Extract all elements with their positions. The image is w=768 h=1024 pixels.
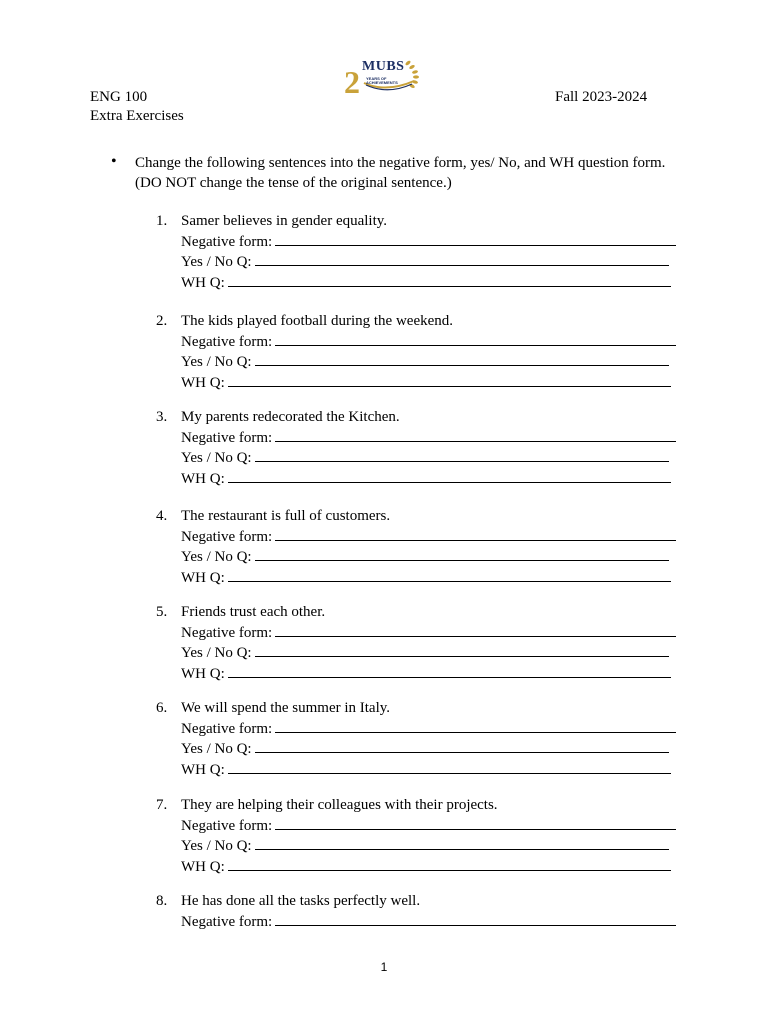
answer-label-wh: WH Q: <box>181 274 225 291</box>
answer-row-negative <box>181 719 696 740</box>
course-code: ENG 100 <box>90 89 148 105</box>
answer-row-yesno <box>181 739 696 760</box>
item-sentence: We will spend the summer in Italy. <box>181 700 391 716</box>
item-sentence: He has done all the tasks perfectly well. <box>181 893 421 909</box>
answer-label-negative: Negative form: <box>181 913 273 930</box>
item-number: 7. <box>156 797 168 813</box>
item-sentence: Friends trust each other. <box>181 604 326 620</box>
item-number: 8. <box>156 893 168 909</box>
answer-label-wh: WH Q: <box>181 374 225 391</box>
answer-row-wh <box>181 760 696 781</box>
answer-row-negative <box>181 428 696 449</box>
document-subtitle: Extra Exercises <box>90 108 184 124</box>
answer-label-wh: WH Q: <box>181 858 225 875</box>
answer-blank-yesno[interactable] <box>255 352 669 366</box>
item-sentence: The kids played football during the weekend. <box>181 313 454 329</box>
answer-row-wh <box>181 664 696 685</box>
answer-blank-yesno[interactable] <box>255 836 669 850</box>
item-sentence: Samer believes in gender equality. <box>181 213 388 229</box>
answer-label-yesno: Yes / No Q: <box>181 254 252 270</box>
answer-blank-negative[interactable] <box>275 719 676 733</box>
answer-row-wh <box>181 857 696 878</box>
answer-label-negative: Negative form: <box>181 817 273 834</box>
exercise-item <box>156 408 696 489</box>
answer-label-wh: WH Q: <box>181 761 225 778</box>
answer-row-yesno <box>181 352 696 373</box>
exercise-item <box>156 892 696 932</box>
exercise-item <box>156 312 696 393</box>
exercise-item <box>156 699 696 780</box>
answer-blank-negative[interactable] <box>275 332 676 346</box>
header-left <box>90 88 184 126</box>
exercise-item <box>156 796 696 877</box>
answer-row-negative <box>181 332 696 353</box>
logo-wordmark: MUBS <box>362 59 405 74</box>
item-sentence: They are helping their colleagues with their projects. <box>181 797 498 813</box>
answer-row-negative <box>181 527 696 548</box>
answer-row-negative <box>181 912 696 933</box>
answer-blank-wh[interactable] <box>228 273 671 287</box>
answer-blank-wh[interactable] <box>228 760 671 774</box>
answer-row-negative <box>181 623 696 644</box>
item-number: 5. <box>156 604 168 620</box>
answer-label-negative: Negative form: <box>181 720 273 737</box>
answer-blank-wh[interactable] <box>228 568 671 582</box>
answer-row-yesno <box>181 448 696 469</box>
answer-label-wh: WH Q: <box>181 665 225 682</box>
answer-blank-negative[interactable] <box>275 623 676 637</box>
answer-label-yesno: Yes / No Q: <box>181 549 252 565</box>
item-sentence: The restaurant is full of customers. <box>181 508 391 524</box>
answer-blank-negative[interactable] <box>275 232 676 246</box>
svg-text:2: 2 <box>344 64 360 99</box>
answer-row-yesno <box>181 547 696 568</box>
answer-blank-yesno[interactable] <box>255 448 669 462</box>
exercise-item <box>156 507 696 588</box>
answer-label-yesno: Yes / No Q: <box>181 645 252 661</box>
answer-row-wh <box>181 373 696 394</box>
answer-label-yesno: Yes / No Q: <box>181 450 252 466</box>
answer-blank-negative[interactable] <box>275 912 676 926</box>
answer-label-yesno: Yes / No Q: <box>181 838 252 854</box>
item-number: 2. <box>156 313 168 329</box>
answer-label-wh: WH Q: <box>181 569 225 586</box>
answer-blank-wh[interactable] <box>228 373 671 387</box>
item-number: 4. <box>156 508 168 524</box>
answer-label-yesno: Yes / No Q: <box>181 741 252 757</box>
answer-blank-negative[interactable] <box>275 527 676 541</box>
answer-row-yesno <box>181 252 696 273</box>
answer-label-negative: Negative form: <box>181 333 273 350</box>
answer-row-yesno <box>181 643 696 664</box>
item-sentence: My parents redecorated the Kitchen. <box>181 409 400 425</box>
answer-blank-yesno[interactable] <box>255 547 669 561</box>
answer-blank-yesno[interactable] <box>255 643 669 657</box>
answer-row-negative <box>181 232 696 253</box>
instruction-text: Change the following sentences into the negative form, yes/ No, and WH question form. (DO NOT change the tense of the original sentence.) <box>135 155 666 191</box>
item-number: 6. <box>156 700 168 716</box>
answer-row-yesno <box>181 836 696 857</box>
answer-row-negative <box>181 816 696 837</box>
term-label: Fall 2023-2024 <box>555 89 648 105</box>
answer-row-wh <box>181 469 696 490</box>
answer-blank-yesno[interactable] <box>255 739 669 753</box>
answer-label-negative: Negative form: <box>181 429 273 446</box>
exercise-item <box>156 603 696 684</box>
bullet-icon: • <box>111 153 117 170</box>
answer-blank-yesno[interactable] <box>255 252 669 266</box>
answer-blank-wh[interactable] <box>228 469 671 483</box>
answer-label-negative: Negative form: <box>181 528 273 545</box>
answer-label-wh: WH Q: <box>181 470 225 487</box>
answer-blank-wh[interactable] <box>228 857 671 871</box>
answer-label-negative: Negative form: <box>181 624 273 641</box>
answer-blank-negative[interactable] <box>275 428 676 442</box>
answer-blank-wh[interactable] <box>228 664 671 678</box>
item-number: 3. <box>156 409 168 425</box>
answer-row-wh <box>181 273 696 294</box>
mubs-logo <box>342 53 434 99</box>
answer-label-negative: Negative form: <box>181 233 273 250</box>
page-number: 1 <box>380 960 388 974</box>
logo-subtitle: YEARS OF ACHIEVEMENTS <box>366 76 398 85</box>
answer-row-wh <box>181 568 696 589</box>
answer-label-yesno: Yes / No Q: <box>181 354 252 370</box>
answer-blank-negative[interactable] <box>275 816 676 830</box>
exercise-item <box>156 212 696 293</box>
item-number: 1. <box>156 213 168 229</box>
